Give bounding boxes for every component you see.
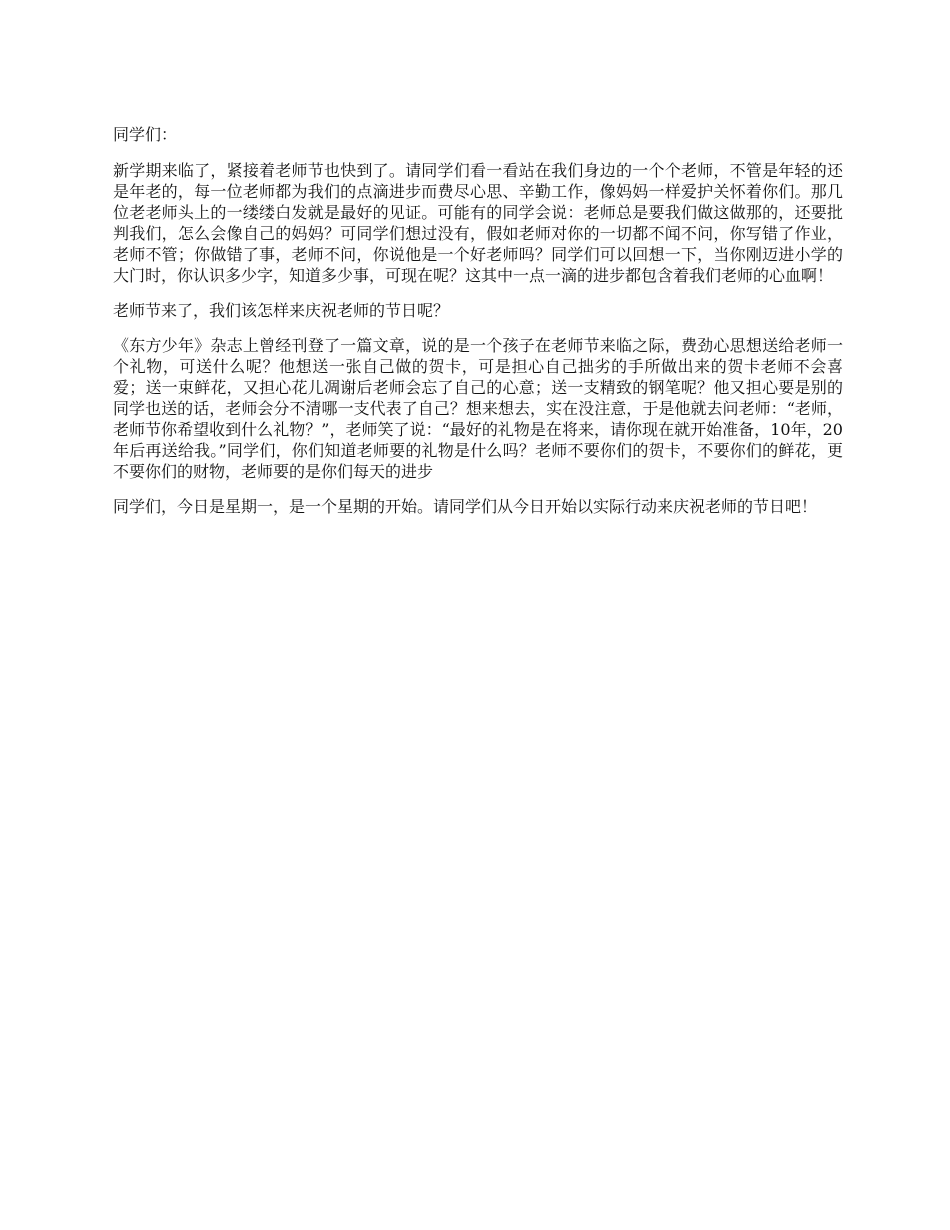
paragraph-intro: 新学期来临了，紧接着老师节也快到了。请同学们看一看站在我们身边的一个个老师，不管是年轻的还是年老的，每一位老师都为我们的点滴进步而费尽心思、辛勤工作，像妈妈一样爱护关怀着你们。那几位老老师头上的一缕缕白发就是最好的见证。可能有的同学会说：老师总是要我们做这做那的，还要批判我们，怎么会像自己的妈妈？可同学们想过没有，假如老师对你的一切都不闻不问，你写错了作业，老师不管；你做错了事，老师不问，你说他是一个好老师吗？同学们可以回想一下，当你刚迈进小学的大门时，你认识多少字，知道多少事，可现在呢？这其中一点一滴的进步都包含着我们老师的心血啊！ [113, 161, 843, 285]
document-page [113, 124, 843, 531]
paragraph-story: 《东方少年》杂志上曾经刊登了一篇文章，说的是一个孩子在老师节来临之际，费劲心思想送给老师一个礼物，可送什么呢？他想送一张自己做的贺卡，可是担心自己拙劣的手所做出来的贺卡老师不会喜爱；送一束鲜花，又担心花儿凋谢后老师会忘了自己的心意；送一支精致的钢笔呢？他又担心要是别的同学也送的话，老师会分不清哪一支代表了自己？想来想去，实在没注意，于是他就去问老师：“老师，老师节你希望收到什么礼物？”，老师笑了说：“最好的礼物是在将来，请你现在就开始准备，10年，20年后再送给我。”同学们，你们知道老师要的礼物是什么吗？老师不要你们的贺卡，不要你们的鲜花，更不要你们的财物，老师要的是你们每天的进步 [113, 336, 843, 481]
greeting: 同学们： [113, 125, 178, 144]
paragraph-question: 老师节来了，我们该怎样来庆祝老师的节日呢？ [113, 301, 450, 320]
paragraph-closing: 同学们，今日是星期一，是一个星期的开始。请同学们从今日开始以实际行动来庆祝老师的节日吧！ [113, 497, 818, 516]
